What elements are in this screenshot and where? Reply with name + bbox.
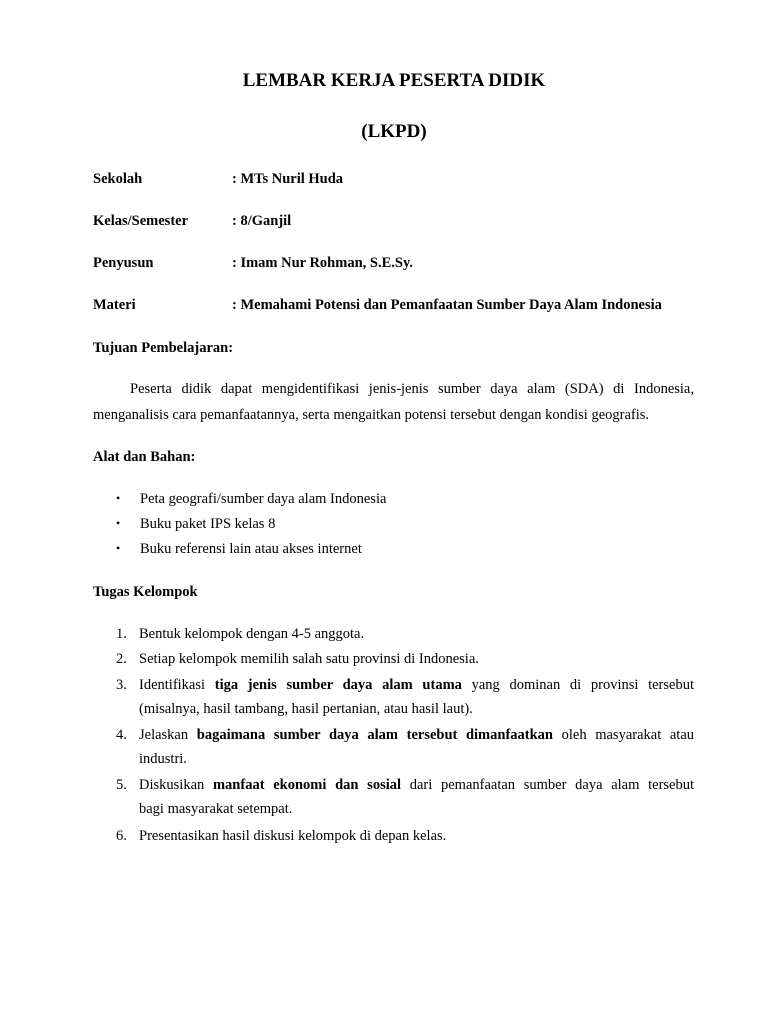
tugas-heading: Tugas Kelompok: [93, 584, 198, 600]
task-number: 6.: [116, 828, 127, 844]
task-number: 1.: [116, 626, 127, 642]
bullet-icon: •: [116, 541, 121, 555]
alat-heading: Alat dan Bahan:: [93, 449, 196, 465]
tujuan-heading: Tujuan Pembelajaran:: [93, 340, 234, 356]
task-number: 4.: [116, 727, 127, 743]
list-item-text: Buku referensi lain atau akses internet: [140, 541, 362, 557]
task-text: Presentasikan hasil diskusi kelompok di depan kelas.: [139, 828, 447, 844]
task-number: 3.: [116, 677, 127, 693]
task-emphasis: bagaimana sumber daya alam tersebut dimanfaatkan: [196, 727, 553, 743]
task-number: 5.: [116, 777, 127, 793]
info-label: Sekolah: [93, 171, 143, 187]
info-value: : MTs Nuril Huda: [232, 171, 344, 187]
task-text: Bentuk kelompok dengan 4-5 anggota.: [139, 626, 365, 642]
task-text-continued: bagi masyarakat setempat.: [139, 801, 293, 817]
task-text: Identifikasi tiga jenis sumber daya alam utama yang dominan di provinsi tersebut: [139, 677, 694, 693]
document-subtitle: (LKPD): [361, 121, 427, 142]
tujuan-line-2: menganalisis cara pemanfaatannya, serta mengaitkan potensi tersebut dengan kondisi geografis.: [93, 407, 650, 423]
task-text: Jelaskan bagaimana sumber daya alam tersebut dimanfaatkan oleh masyarakat atau: [139, 727, 695, 743]
tujuan-line-1: Peserta didik dapat mengidentifikasi jenis-jenis sumber daya alam (SDA) di Indonesia,: [130, 381, 694, 397]
task-text-continued: (misalnya, hasil tambang, hasil pertanian, atau hasil laut).: [139, 701, 473, 717]
info-label: Penyusun: [93, 255, 154, 271]
list-item-text: Peta geografi/sumber daya alam Indonesia: [140, 491, 387, 507]
task-emphasis: tiga jenis sumber daya alam utama: [214, 677, 462, 693]
info-value: : Imam Nur Rohman, S.E.Sy.: [232, 255, 414, 271]
info-value: : 8/Ganjil: [232, 213, 292, 229]
task-text: Setiap kelompok memilih salah satu provinsi di Indonesia.: [139, 651, 479, 667]
list-item-text: Buku paket IPS kelas 8: [140, 516, 276, 532]
bullet-icon: •: [116, 491, 121, 505]
task-number: 2.: [116, 651, 127, 667]
info-value: : Memahami Potensi dan Pemanfaatan Sumber Daya Alam Indonesia: [232, 297, 662, 313]
task-text: Diskusikan manfaat ekonomi dan sosial dari pemanfaatan sumber daya alam tersebut: [139, 777, 695, 793]
document-title: LEMBAR KERJA PESERTA DIDIK: [242, 70, 546, 91]
task-emphasis: manfaat ekonomi dan sosial: [212, 777, 402, 793]
task-text-continued: industri.: [139, 751, 187, 767]
tujuan-paragraph: [93, 381, 694, 423]
info-label: Kelas/Semester: [93, 213, 189, 229]
info-label: Materi: [93, 297, 136, 313]
bullet-icon: •: [116, 516, 121, 530]
